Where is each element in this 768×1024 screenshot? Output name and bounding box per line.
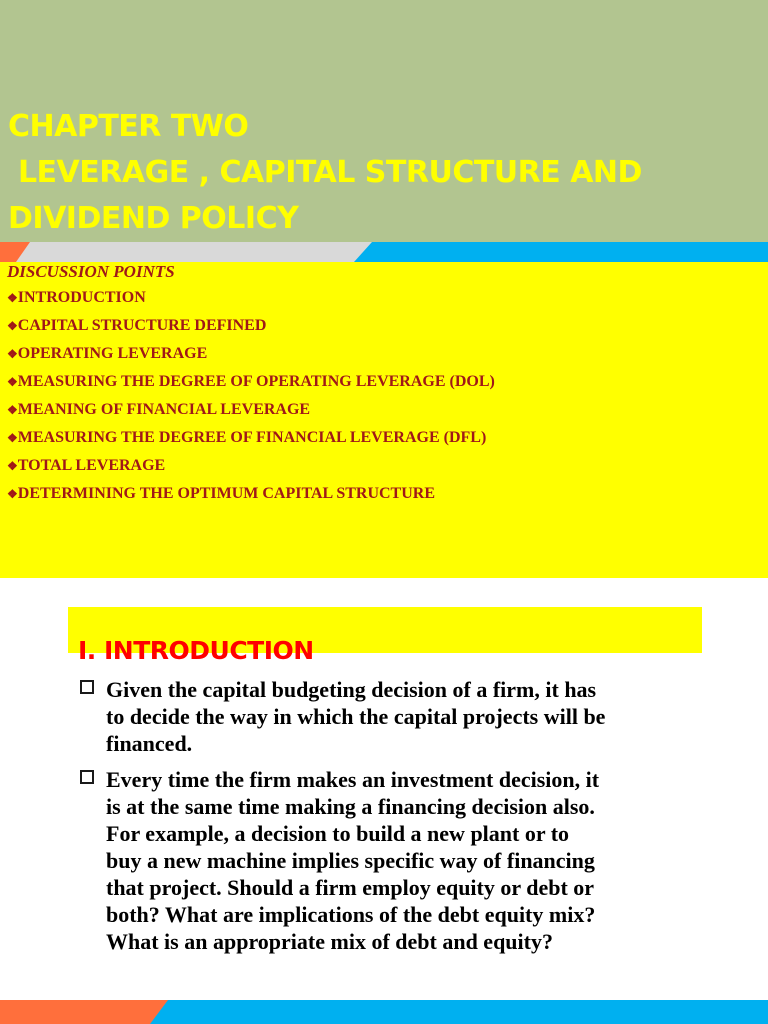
checkbox-bullet-icon <box>80 680 94 694</box>
point-label: CAPITAL STRUCTURE DEFINED <box>17 317 267 334</box>
divider-bar-bottom <box>0 1000 768 1024</box>
list-item <box>7 284 495 312</box>
title-line: LEVERAGE , CAPITAL STRUCTURE AND <box>8 155 642 190</box>
point-label: MEANING OF FINANCIAL LEVERAGE <box>17 401 311 418</box>
text-line: Every time the firm makes an investment decision, it <box>106 767 600 792</box>
point-label: MEASURING THE DEGREE OF OPERATING LEVERAGE (DOL) <box>17 373 495 390</box>
list-item <box>7 312 495 340</box>
paragraph <box>80 766 720 955</box>
list-item <box>7 480 495 508</box>
checkbox-bullet-icon <box>80 770 94 784</box>
slide-title <box>8 104 728 242</box>
text-line: to decide the way in which the capital projects will be <box>106 704 606 729</box>
discussion-points <box>7 260 495 508</box>
diamond-bullet-icon: ❖ <box>7 487 18 501</box>
paragraph-text <box>80 766 720 955</box>
divider-bar-top <box>0 242 768 262</box>
text-line: For example, a decision to build a new plant or to <box>106 821 570 846</box>
section-title: I. INTRODUCTION <box>78 636 314 665</box>
diamond-bullet-icon: ❖ <box>7 319 18 333</box>
list-item <box>7 452 495 480</box>
list-item <box>7 396 495 424</box>
point-label: OPERATING LEVERAGE <box>17 345 208 362</box>
text-line: that project. Should a firm employ equity or debt or <box>106 875 595 900</box>
diamond-bullet-icon: ❖ <box>7 431 18 445</box>
list-item <box>7 424 495 452</box>
text-line: is at the same time making a financing decision also. <box>106 794 595 819</box>
paragraph <box>80 676 720 757</box>
text-line: buy a new machine implies specific way of financing <box>106 848 595 873</box>
text-line: What is an appropriate mix of debt and equity? <box>106 929 553 954</box>
point-label: INTRODUCTION <box>17 289 146 306</box>
text-line: Given the capital budgeting decision of a firm, it has <box>106 677 597 702</box>
list-item <box>7 368 495 396</box>
diamond-bullet-icon: ❖ <box>7 347 18 361</box>
diamond-bullet-icon: ❖ <box>7 291 18 305</box>
diamond-bullet-icon: ❖ <box>7 459 18 473</box>
diamond-bullet-icon: ❖ <box>7 375 18 389</box>
discussion-heading: DISCUSSION POINTS <box>7 262 175 281</box>
diamond-bullet-icon: ❖ <box>7 403 18 417</box>
paragraph-text <box>80 676 720 757</box>
text-line: financed. <box>106 731 193 756</box>
points-list <box>7 284 495 508</box>
point-label: DETERMINING THE OPTIMUM CAPITAL STRUCTURE <box>17 485 435 502</box>
list-item <box>7 340 495 368</box>
title-line: DIVIDEND POLICY <box>8 201 299 236</box>
text-line: both? What are implications of the debt equity mix? <box>106 902 596 927</box>
slide-2 <box>0 578 768 1024</box>
point-label: MEASURING THE DEGREE OF FINANCIAL LEVERAGE (DFL) <box>17 429 487 446</box>
point-label: TOTAL LEVERAGE <box>17 457 166 474</box>
title-line: CHAPTER TWO <box>8 109 249 144</box>
